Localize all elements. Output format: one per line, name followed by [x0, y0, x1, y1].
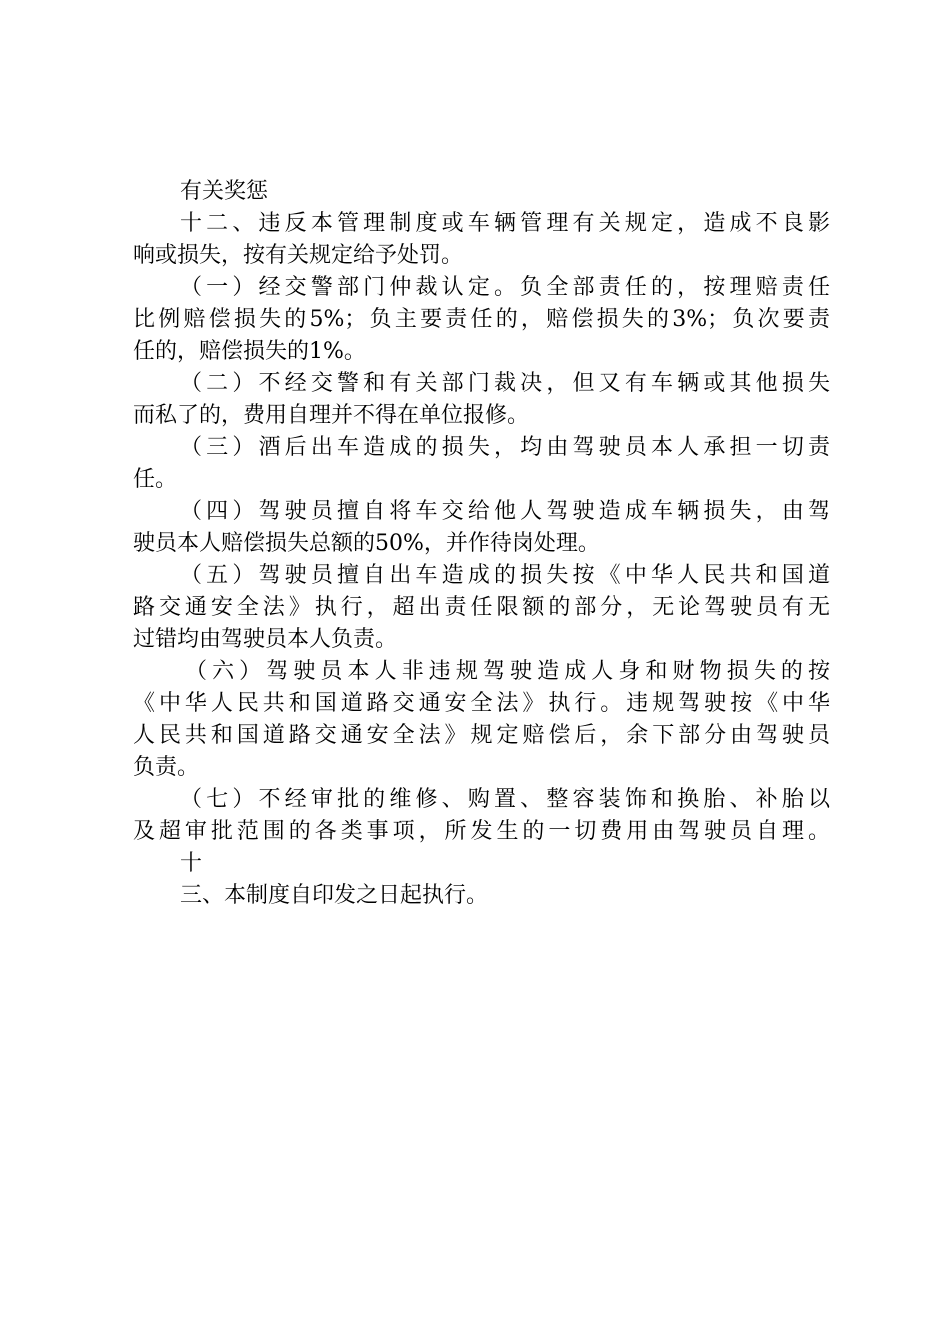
- text-line-heading: 有关奖惩: [180, 179, 269, 204]
- text-line: （七）不经审批的维修、购置、整容装饰和换胎、补胎以: [180, 787, 830, 812]
- text-line: 任。: [133, 467, 178, 492]
- text-line: 人民共和国道路交通安全法》规定赔偿后，余下部分由驾驶员: [133, 723, 830, 748]
- text-line: 路交通安全法》执行，超出责任限额的部分，无论驾驶员有无: [133, 595, 830, 620]
- text-line: 响或损失，按有关规定给予处罚。: [133, 243, 464, 268]
- text-line: 任的，赔偿损失的1%。: [133, 339, 366, 364]
- text-line: 驶员本人赔偿损失总额的50%，并作待岗处理。: [133, 531, 600, 556]
- text-line: 《中华人民共和国道路交通安全法》执行。违规驾驶按《中华: [133, 691, 830, 716]
- text-line: 十二、违反本管理制度或车辆管理有关规定，造成不良影: [180, 211, 830, 236]
- text-line: （六）驾驶员本人非违规驾驶造成人身和财物损失的按: [185, 659, 830, 684]
- text-line: 负责。: [133, 755, 200, 780]
- text-line: 过错均由驾驶员本人负责。: [133, 627, 398, 652]
- text-line: （二）不经交警和有关部门裁决，但又有车辆或其他损失: [180, 371, 830, 396]
- text-line: （三）酒后出车造成的损失，均由驾驶员本人承担一切责: [180, 435, 830, 460]
- text-line: 而私了的，费用自理并不得在单位报修。: [133, 403, 530, 428]
- text-line: 及超审批范围的各类事项，所发生的一切费用由驾驶员自理。: [133, 819, 830, 844]
- text-line: （一）经交警部门仲裁认定。负全部责任的，按理赔责任: [180, 275, 830, 300]
- text-line: 三、本制度自印发之日起执行。: [180, 883, 489, 908]
- text-line: 十: [180, 851, 203, 876]
- text-line: （四）驾驶员擅自将车交给他人驾驶造成车辆损失，由驾: [180, 499, 830, 524]
- text-line: 比例赔偿损失的5%；负主要责任的，赔偿损失的3%；负次要责: [133, 307, 830, 332]
- text-line: （五）驾驶员擅自出车造成的损失按《中华人民共和国道: [180, 563, 830, 588]
